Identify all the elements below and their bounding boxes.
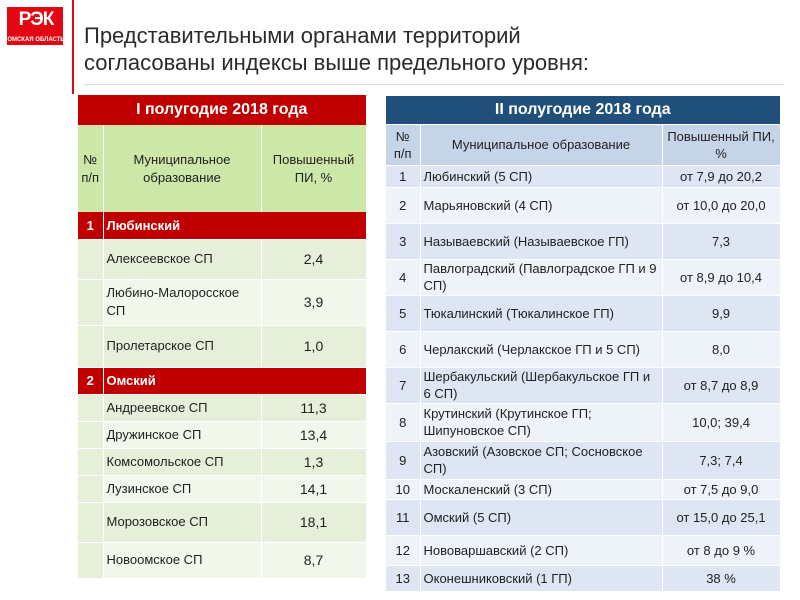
row-number: 1 bbox=[386, 165, 420, 187]
row-number-cell bbox=[78, 325, 103, 367]
group-number: 2 bbox=[78, 367, 103, 394]
row-number-cell bbox=[78, 475, 103, 502]
table-row bbox=[78, 421, 366, 448]
index-value: 2,4 bbox=[261, 239, 366, 279]
index-value: 10,0; 39,4 bbox=[662, 403, 780, 441]
row-number-cell bbox=[78, 542, 103, 578]
district-name: Тюкалинский (Тюкалинское ГП) bbox=[420, 295, 662, 331]
table-row bbox=[78, 394, 366, 421]
slide-title bbox=[84, 22, 784, 76]
table-row bbox=[386, 535, 780, 565]
index-value: 18,1 bbox=[261, 502, 366, 542]
column-header-num: № п/п bbox=[78, 125, 103, 212]
row-number: 5 bbox=[386, 295, 420, 331]
settlement-name: Лузинское СП bbox=[103, 475, 261, 502]
row-number-cell bbox=[78, 502, 103, 542]
row-number: 9 bbox=[386, 441, 420, 479]
table-row bbox=[386, 403, 780, 441]
row-number-cell bbox=[78, 279, 103, 325]
group-name: Любинский bbox=[103, 212, 366, 239]
table-row bbox=[78, 279, 366, 325]
settlement-name: Комсомольское СП bbox=[103, 448, 261, 475]
index-value: от 8 до 9 % bbox=[662, 535, 780, 565]
settlement-name: Алексеевское СП bbox=[103, 239, 261, 279]
table-row bbox=[386, 223, 780, 259]
logo-subtitle: ОМСКАЯ ОБЛАСТЬ bbox=[7, 37, 65, 43]
row-number: 12 bbox=[386, 535, 420, 565]
row-number-cell bbox=[78, 239, 103, 279]
group-row bbox=[78, 212, 366, 239]
index-value: 1,3 bbox=[261, 448, 366, 475]
index-value: от 7,5 до 9,0 bbox=[662, 479, 780, 499]
group-row bbox=[78, 367, 366, 394]
column-header-value: Повышенный ПИ, % bbox=[662, 124, 780, 165]
table-row bbox=[386, 331, 780, 367]
table-row bbox=[386, 441, 780, 479]
column-header-num: № п/п bbox=[386, 124, 420, 165]
index-value: 13,4 bbox=[261, 421, 366, 448]
group-number: 1 bbox=[78, 212, 103, 239]
column-header-name: Муниципальное образование bbox=[103, 125, 261, 212]
table-caption: I полугодие 2018 года bbox=[78, 95, 366, 125]
index-value: от 15,0 до 25,1 bbox=[662, 499, 780, 535]
sidebar bbox=[0, 0, 70, 600]
settlement-name: Андреевское СП bbox=[103, 394, 261, 421]
table-row bbox=[78, 475, 366, 502]
table-row bbox=[386, 479, 780, 499]
district-name: Оконешниковский (1 ГП) bbox=[420, 565, 662, 591]
district-name: Черлакский (Черлакское ГП и 5 СП) bbox=[420, 331, 662, 367]
index-value: 11,3 bbox=[261, 394, 366, 421]
row-number-cell bbox=[78, 394, 103, 421]
index-value: 1,0 bbox=[261, 325, 366, 367]
district-name: Москаленский (3 СП) bbox=[420, 479, 662, 499]
row-number: 8 bbox=[386, 403, 420, 441]
index-value: 9,9 bbox=[662, 295, 780, 331]
table-row bbox=[386, 165, 780, 187]
index-value: 8,7 bbox=[261, 542, 366, 578]
row-number: 2 bbox=[386, 187, 420, 223]
slide-title-line-1: Представительными органами территорий bbox=[84, 23, 521, 48]
accent-line bbox=[72, 0, 74, 94]
group-name: Омский bbox=[103, 367, 366, 394]
table-row bbox=[386, 367, 780, 403]
table-row bbox=[386, 499, 780, 535]
row-number: 13 bbox=[386, 565, 420, 591]
district-name: Марьяновский (4 СП) bbox=[420, 187, 662, 223]
table-row bbox=[78, 542, 366, 578]
table-header-row bbox=[78, 125, 366, 212]
district-name: Любинский (5 СП) bbox=[420, 165, 662, 187]
row-number: 4 bbox=[386, 259, 420, 295]
table-row bbox=[386, 187, 780, 223]
table-row bbox=[78, 502, 366, 542]
index-value: 38 % bbox=[662, 565, 780, 591]
district-name: Павлоградский (Павлоградское ГП и 9 СП) bbox=[420, 259, 662, 295]
district-name: Омский (5 СП) bbox=[420, 499, 662, 535]
row-number: 3 bbox=[386, 223, 420, 259]
column-header-name: Муниципальное образование bbox=[420, 124, 662, 165]
table-row bbox=[386, 565, 780, 591]
index-value: 14,1 bbox=[261, 475, 366, 502]
title-divider bbox=[84, 84, 784, 85]
table-first-half bbox=[78, 95, 367, 579]
settlement-name: Дружинское СП bbox=[103, 421, 261, 448]
settlement-name: Морозовское СП bbox=[103, 502, 261, 542]
table-row bbox=[386, 295, 780, 331]
slide-title-line-2: согласованы индексы выше предельного уровня: bbox=[84, 50, 590, 75]
row-number: 11 bbox=[386, 499, 420, 535]
logo-mark: РЭК bbox=[18, 9, 54, 30]
settlement-name: Новоомское СП bbox=[103, 542, 261, 578]
table-row bbox=[386, 259, 780, 295]
column-header-value: Повышенный ПИ, % bbox=[261, 125, 366, 212]
table-row bbox=[78, 239, 366, 279]
index-value: от 8,7 до 8,9 bbox=[662, 367, 780, 403]
index-value: 3,9 bbox=[261, 279, 366, 325]
index-value: 8,0 bbox=[662, 331, 780, 367]
district-name: Азовский (Азовское СП; Сосновское СП) bbox=[420, 441, 662, 479]
index-value: от 8,9 до 10,4 bbox=[662, 259, 780, 295]
table-second-half bbox=[386, 96, 781, 592]
row-number-cell bbox=[78, 448, 103, 475]
index-value: 7,3; 7,4 bbox=[662, 441, 780, 479]
district-name: Шербакульский (Шербакульское ГП и 6 СП) bbox=[420, 367, 662, 403]
settlement-name: Пролетарское СП bbox=[103, 325, 261, 367]
district-name: Крутинский (Крутинское ГП; Шипуновское СП) bbox=[420, 403, 662, 441]
row-number: 7 bbox=[386, 367, 420, 403]
district-name: Называевский (Называевское ГП) bbox=[420, 223, 662, 259]
index-value: 7,3 bbox=[662, 223, 780, 259]
district-name: Нововаршавский (2 СП) bbox=[420, 535, 662, 565]
row-number-cell bbox=[78, 421, 103, 448]
table-header-row bbox=[386, 124, 780, 165]
row-number: 6 bbox=[386, 331, 420, 367]
index-value: от 7,9 до 20,2 bbox=[662, 165, 780, 187]
rek-logo bbox=[6, 6, 64, 46]
table-row bbox=[78, 448, 366, 475]
table-caption: II полугодие 2018 года bbox=[386, 96, 780, 124]
index-value: от 10,0 до 20,0 bbox=[662, 187, 780, 223]
table-row bbox=[78, 325, 366, 367]
settlement-name: Любино-Малоросское СП bbox=[103, 279, 261, 325]
row-number: 10 bbox=[386, 479, 420, 499]
